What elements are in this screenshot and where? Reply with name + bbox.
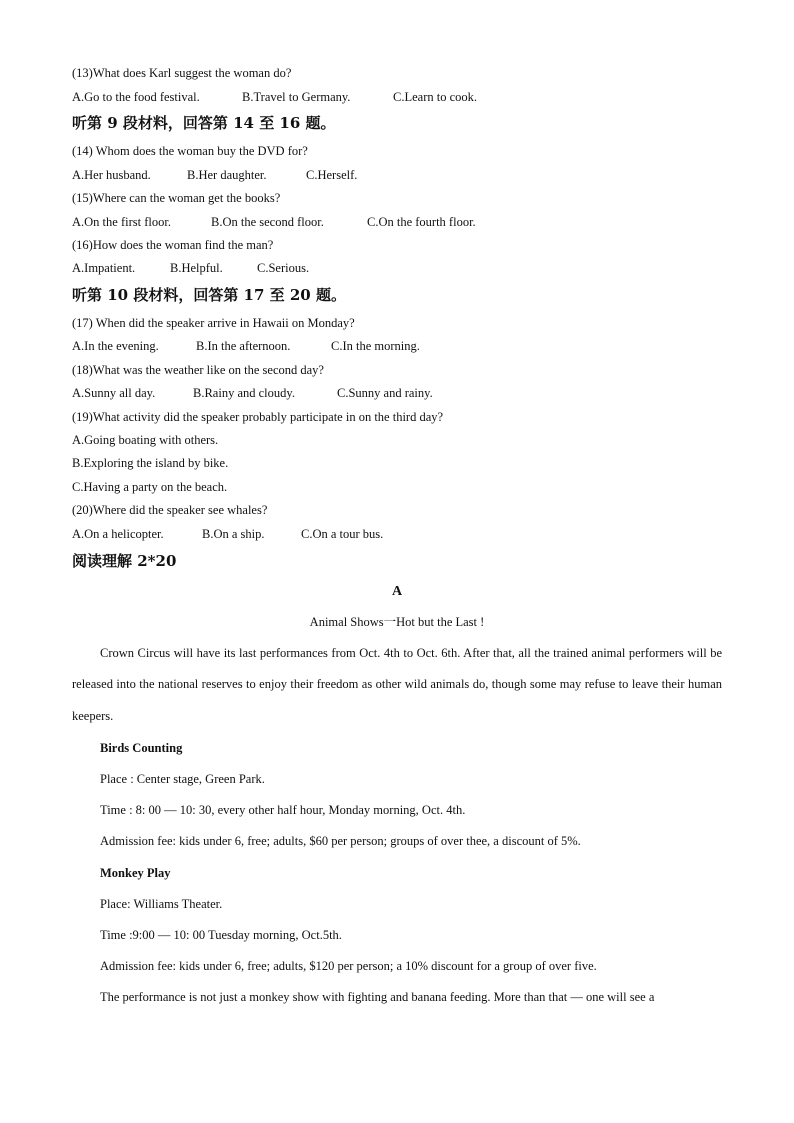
birds-counting-heading: Birds Counting (100, 741, 183, 755)
monkey-fee: Admission fee: kids under 6, free; adults, $120 per person; a 10% discount for a group of over five. (100, 959, 597, 973)
option-b: B.On the second floor. (211, 215, 324, 229)
option-b: B.Travel to Germany. (242, 90, 351, 104)
option-c: C.In the morning. (331, 339, 420, 353)
question-19-option-c: C.Having a party on the beach. (72, 480, 228, 494)
question-19-option-b: B.Exploring the island by bike. (72, 456, 229, 470)
birds-place: Place : Center stage, Green Park. (100, 772, 265, 786)
question-17-options (72, 338, 420, 354)
monkey-play-heading: Monkey Play (100, 866, 171, 880)
question-19-option-a: A.Going boating with others. (72, 433, 219, 447)
option-a: A.On a helicopter. (72, 527, 164, 541)
question-13: (13)What does Karl suggest the woman do? (72, 66, 292, 80)
question-14: (14) Whom does the woman buy the DVD for? (72, 144, 308, 158)
passage-letter: A (391, 584, 403, 599)
birds-fee: Admission fee: kids under 6, free; adults, $60 per person; groups of over thee, a discount of 5%. (100, 834, 581, 848)
question-16-options (72, 260, 309, 276)
option-a: A.On the first floor. (72, 215, 171, 229)
option-b: B.In the afternoon. (196, 339, 291, 353)
monkey-time: Time :9:00 — 10: 00 Tuesday morning, Oct.5th. (100, 928, 342, 942)
question-14-options (72, 167, 357, 183)
option-a: A.In the evening. (72, 339, 159, 353)
monkey-description: The performance is not just a monkey show with fighting and banana feeding. More than that — one will see a (100, 990, 655, 1004)
question-18-options (72, 385, 433, 401)
question-17: (17) When did the speaker arrive in Hawaii on Monday? (72, 316, 355, 330)
option-c: C.On a tour bus. (301, 527, 384, 541)
question-20-options (72, 526, 383, 542)
passage-intro: Crown Circus will have its last performances from Oct. 4th to Oct. 6th. After that, all the trained animal performers will be released into the national reserves to enjoy their freedom as other wild animals do, though some may refuse to leave their human keepers. (72, 646, 722, 723)
option-b: B.Her daughter. (187, 168, 267, 182)
question-16: (16)How does the woman find the man? (72, 238, 274, 252)
monkey-place: Place: Williams Theater. (100, 897, 223, 911)
option-c: C.Serious. (257, 261, 310, 275)
section-heading-10: 听第 10 段材料，回答第 17 至 20 题。 (72, 286, 346, 304)
option-a: A.Impatient. (72, 261, 136, 275)
question-13-options (72, 89, 477, 105)
question-20: (20)Where did the speaker see whales? (72, 503, 268, 517)
option-a: A.Sunny all day. (72, 386, 156, 400)
birds-time: Time : 8: 00 — 10: 30, every other half hour, Monday morning, Oct. 4th. (100, 803, 466, 817)
option-c: C.Herself. (306, 168, 358, 182)
option-c: C.Sunny and rainy. (337, 386, 433, 400)
question-15: (15)Where can the woman get the books? (72, 191, 281, 205)
reading-comprehension-heading: 阅读理解 2*20 (72, 552, 177, 570)
option-b: B.On a ship. (202, 527, 265, 541)
option-b: B.Helpful. (170, 261, 223, 275)
option-b: B.Rainy and cloudy. (193, 386, 295, 400)
question-18: (18)What was the weather like on the second day? (72, 363, 324, 377)
option-c: C.Learn to cook. (393, 90, 478, 104)
question-19: (19)What activity did the speaker probably participate in on the third day? (72, 410, 444, 424)
option-a: A.Go to the food festival. (72, 90, 200, 104)
option-c: C.On the fourth floor. (367, 215, 476, 229)
option-a: A.Her husband. (72, 168, 151, 182)
section-heading-9: 听第 9 段材料，回答第 14 至 16 题。 (72, 114, 336, 132)
question-15-options (72, 214, 476, 230)
passage-title: Animal Shows一Hot but the Last ! (309, 615, 485, 629)
